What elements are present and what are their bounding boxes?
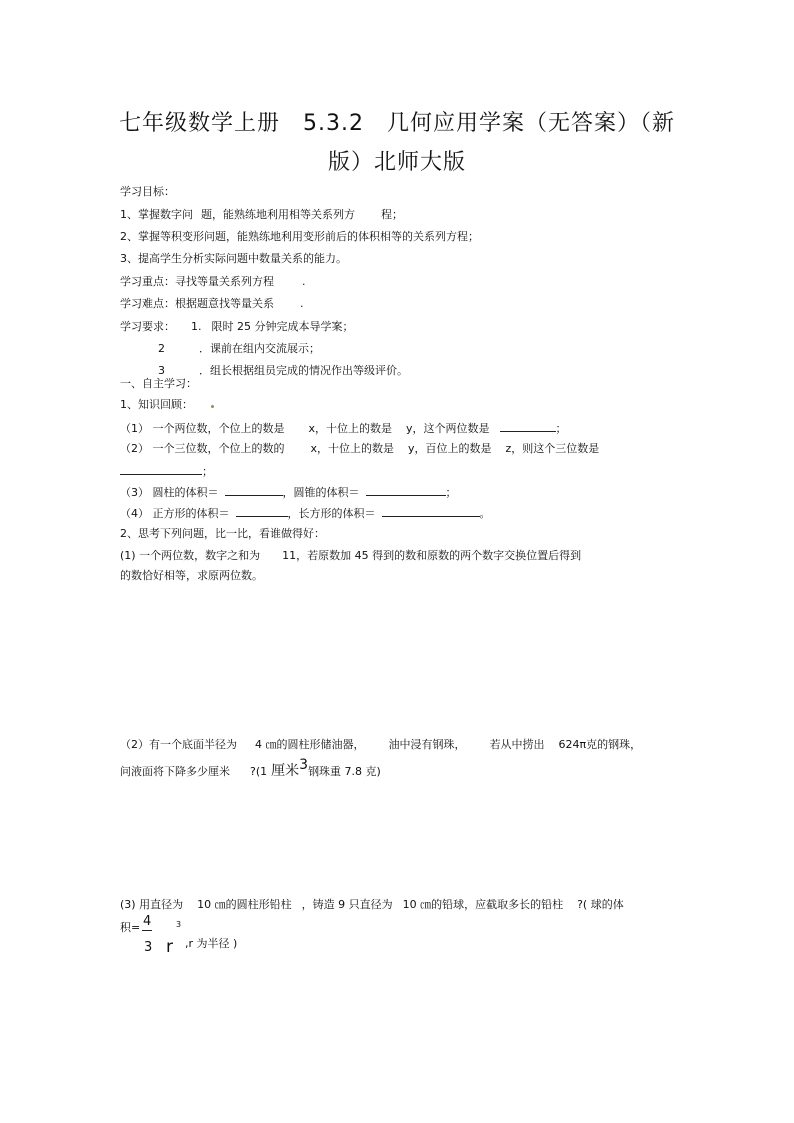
answer-blank[interactable]: [382, 505, 480, 517]
problem-3-formula-label: 积=: [120, 921, 141, 934]
fraction-bar: [142, 930, 152, 931]
review-heading: 1、知识回顾：: [120, 398, 193, 411]
r-exponent: 3: [176, 920, 182, 929]
answer-blank[interactable]: [225, 484, 283, 496]
answer-blank[interactable]: [236, 505, 288, 517]
key-point: 学习重点：寻找等量关系列方程 .: [120, 275, 306, 288]
requirement-3: 3 ．组长根据组员完成的情况作出等级评价。: [158, 364, 408, 377]
problem-3-radius-note: ,r 为半径 ): [185, 937, 238, 950]
problem-3: (3) 用直径为 10 ㎝的圆柱形铅柱 ，铸造 9 只直径为 10 ㎝的铅球，应截取多长的铅柱 ?( 球的体: [120, 898, 624, 911]
doc-title-line1: 七年级数学上册 5.3.2 几何应用学案（无答案）（新: [119, 111, 675, 136]
difficulty-point: 学习难点：根据题意找等量关系 .: [120, 297, 304, 310]
answer-blank[interactable]: [500, 420, 556, 432]
decorative-dot: [211, 405, 214, 408]
goal-2: 2、掌握等积变形问题，能熟练地利用变形前后的体积相等的关系列方程；: [120, 230, 479, 243]
problem-2-cont: 问液面将下降多少厘米 ?(1 厘米3钢珠重 7.8 克): [120, 757, 381, 779]
doc-title-line2: 版）北师大版: [327, 150, 466, 175]
problem-2: （2）有一个底面半径为 4 ㎝的圆柱形储油器， 油中浸有钢珠， 若从中捞出 624π克的钢珠，: [120, 738, 642, 751]
requirement-2: 2 ．课前在组内交流展示；: [158, 342, 320, 355]
goal-3: 3、提高学生分析实际问题中数量关系的能力。: [120, 252, 347, 265]
goal-1: 1、掌握数字问 题，能熟练地利用相等关系列方 程；: [120, 208, 403, 221]
review-q2: （2） 一个三位数，个位上的数的 x，十位上的数是 y，百位上的数是 z，则这个三位数是: [120, 442, 600, 455]
review-q1: （1） 一个两位数，个位上的数是 x，十位上的数是 y，这个两位数是 ；: [120, 422, 567, 435]
requirement-1: 学习要求： 1. 限时 25 分钟完成本导学案；: [120, 320, 354, 333]
fraction-denominator: 3: [144, 940, 153, 955]
think-heading: 2、思考下列问题，比一比，看谁做得好：: [120, 527, 325, 540]
review-q3: （3） 圆柱的体积＝ ，圆锥的体积＝ ；: [120, 486, 457, 499]
goals-heading: 学习目标：: [120, 185, 175, 198]
fraction-numerator: 4: [143, 914, 152, 929]
review-q2-blank: ；: [120, 463, 213, 479]
review-q4: （4） 正方形的体积＝ ，长方形的体积＝ 。: [120, 507, 491, 520]
section-self-study: 一、自主学习：: [120, 377, 197, 390]
answer-blank[interactable]: [120, 463, 202, 475]
answer-blank[interactable]: [366, 484, 446, 496]
problem-1-cont: 的数恰好相等，求原两位数。: [120, 569, 263, 582]
problem-1: (1) 一个两位数，数字之和为 11，若原数加 45 得到的数和原数的两个数字交换位置后得到: [120, 549, 582, 562]
radius-symbol: r: [166, 937, 173, 957]
